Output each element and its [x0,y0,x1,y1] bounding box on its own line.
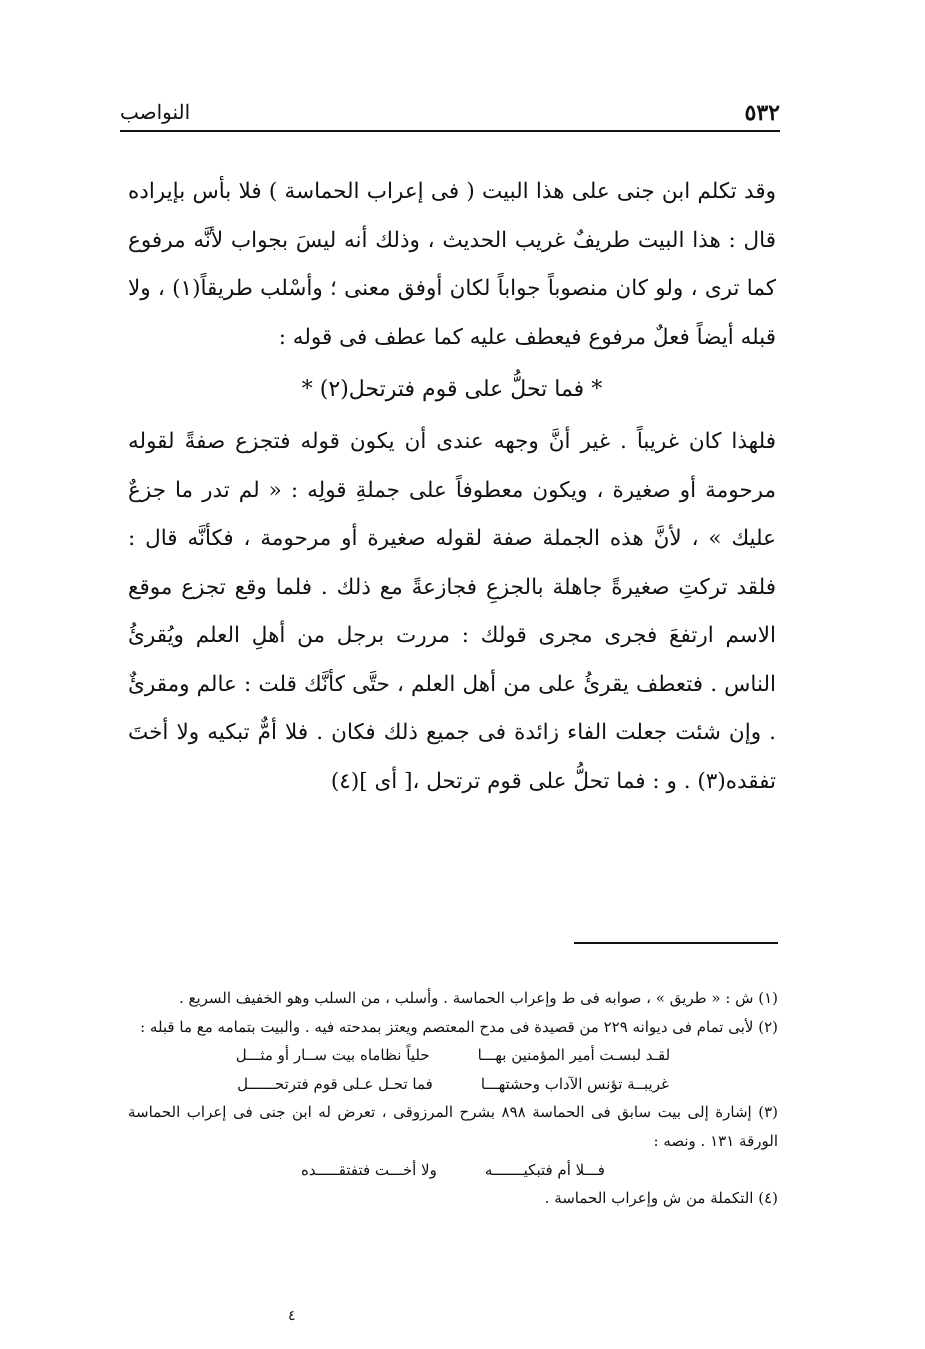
footnotes [128,984,778,1213]
hemistich: غريبــة تؤنس الآداب وحشتهـــا [480,1074,669,1093]
footnote-separator [574,942,778,944]
hemistich: فما تحـل عـلى قوم فترتحــــــل [237,1074,433,1093]
footnote-poem-line-3 [128,1156,778,1185]
footnote-3: (٣) إشارة إلى بيت سابق فى الحماسة ٨٩٨ بشرح المرزوقى ، تعرض له ابن جنى فى إعراب الحماسة الورقة ١٣١ . ونصه : [128,1103,778,1150]
verse-quote: * فما تحلُّ على قوم فترتحل(٢) * [301,377,603,402]
footnote-poem-line-1 [128,1041,778,1070]
hemistich: حلياً نظاماه بيت ســار أو مثـــل [235,1046,430,1065]
hemistich: ولا أخـــت فتفتقـــــده [301,1160,437,1179]
paragraph-1: وقد تكلم ابن جنى على هذا البيت ( فى إعراب الحماسة ) فلا بأس بإيراده قال : هذا البيت طريفٌ غريب الحديث ، وذلك أنه ليسَ بجواب لأنَّه مرفوع كما ترى ، ولو كان منصوباً جواباً لكان أوفق معنى ؛ وأسْلب طريقاً(١) ، ولا قبله أيضاً فعلٌ مرفوع فيعطف عليه كما عطف فى قوله : [128,179,777,350]
paragraph-2: فلهذا كان غريباً . غير أنَّ وجهه عندى أن يكون قوله فتجزع صفةً لقوله مرحومة أو صغيرة ، ويكون معطوفاً على جملةِ قولِه : « لم تدر ما جزعٌ عليك » ، لأنَّ هذه الجملة صفة لقوله صغيرة أو مرحومة ، فكأنَّه قال : فلقد تركتِ صغيرةً جاهلة بالجزعِ فجازعةً مع ذلك . فلما وقع تجزع موقع الاسم ارتفعَ فجرى مجرى قولك : مررت برجل من أهلِ العلم ويُقرئُ الناس . فتعطف يقرئُ على من أهل العلم ، حتَّى كأنَّك قلت : عالم ومقرئٌ . وإن شئت جعلت الفاء زائدة فى جميع ذلك فكان . فلا أمٌّ تبكيه ولا أختَ تفقده(٣) . و : فما تحلُّ على قوم ترتحل ،[ أى ](٤) [128,429,776,794]
page-header [120,98,780,132]
hemistich: لقـد لبسـت أمير المؤمنين بهـــا [477,1046,671,1065]
footnote-4: (٤) التكملة من ش وإعراب الحماسة . [544,1189,778,1208]
hemistich: فـــلا أم فتبكيـــــــه [484,1160,605,1179]
chapter-title: النواصب [120,100,191,124]
page-number: ٥٣٢ [744,100,780,126]
footnote-2: (٢) لأبى تمام فى ديوانه ٢٢٩ من قصيدة فى مدح المعتصم ويعتز بمدحته فيه . والبيت بتمامه مع ما قبله : [140,1017,778,1036]
signature-mark: ٤ [288,1308,296,1324]
footnote-poem-line-2 [128,1070,778,1099]
footnote-1: (١) ش : « طريق » ، صوابه فى ط وإعراب الحماسة . وأسلب ، من السلب وهو الخفيف السريع . [178,989,778,1007]
main-text [128,168,776,806]
